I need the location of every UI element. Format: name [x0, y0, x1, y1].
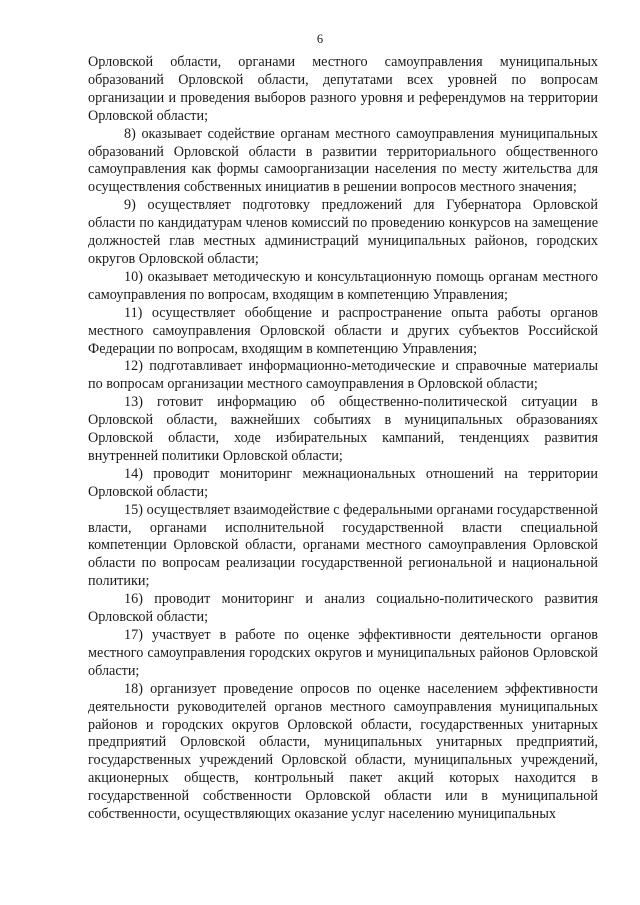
paragraph-continuation: Орловской области, органами местного самоуправления муниципальных образований Орловской области, депутатами всех уровней по вопросам организации и проведения выборов разного уровня и референдумов на территории Орловской области; [88, 54, 598, 124]
paragraph-item-11: 11) осуществляет обобщение и распространение опыта работы органов местного самоуправления Орловской области и других субъектов Российской Федерации по вопросам, входящим в компетенцию Управления; [88, 304, 598, 357]
paragraph-item-16: 16) проводит мониторинг и анализ социально-политического развития Орловской области; [88, 591, 598, 626]
paragraph-item-14: 14) проводит мониторинг межнациональных отношений на территории Орловской области; [88, 465, 598, 500]
paragraph-item-17: 17) участвует в работе по оценке эффективности деятельности органов местного самоуправления городских округов и муниципальных районов Орловской области; [88, 627, 598, 679]
paragraph-item-9: 9) осуществляет подготовку предложений для Губернатора Орловской области по кандидатурам членов комиссий по проведению конкурсов на замещение должностей глав местных администраций муниципальных районов, городских округов Орловской области; [88, 197, 598, 267]
paragraph-item-18: 18) организует проведение опросов по оценке населением эффективности деятельности руководителей органов местного самоуправления муниципальных районов и городских округов Орловской области, государственных унитарных предприятий Орловской области, муниципальных унитарных предприятий, государственных учреждений Орловской области, муниципальных учреждений, акционерных обществ, контрольный пакет акций которых находится в государственной собственности Орловской области или в муниципальной собственности, осуществляющих оказание услуг населению муниципальных [88, 680, 598, 823]
paragraph-item-10: 10) оказывает методическую и консультационную помощь органам местного самоуправления по вопросам, входящим в компетенцию Управления; [88, 268, 598, 303]
page-number: 6 [316, 32, 324, 46]
paragraph-item-13: 13) готовит информацию об общественно-политической ситуации в Орловской области, важнейших событиях в муниципальных образованиях Орловской области, ходе избирательных кампаний, тенденциях развития внутренней политики Орловской области; [88, 394, 598, 464]
document-body [88, 54, 598, 824]
paragraph-item-12: 12) подготавливает информационно-методические и справочные материалы по вопросам организации местного самоуправления в Орловской области; [88, 358, 598, 393]
paragraph-item-8: 8) оказывает содействие органам местного самоуправления муниципальных образований Орловской области в развитии территориального общественного самоуправления как формы самоорганизации населения по месту жительства для осуществления собственных инициатив в решении вопросов местного значения; [88, 125, 598, 196]
paragraph-item-15: 15) осуществляет взаимодействие с федеральными органами государственной власти, органами исполнительной государственной власти специальной компетенции Орловской области, органами местного самоуправления Орловской области по вопросам реализации государственной региональной и национальной политики; [88, 501, 598, 590]
